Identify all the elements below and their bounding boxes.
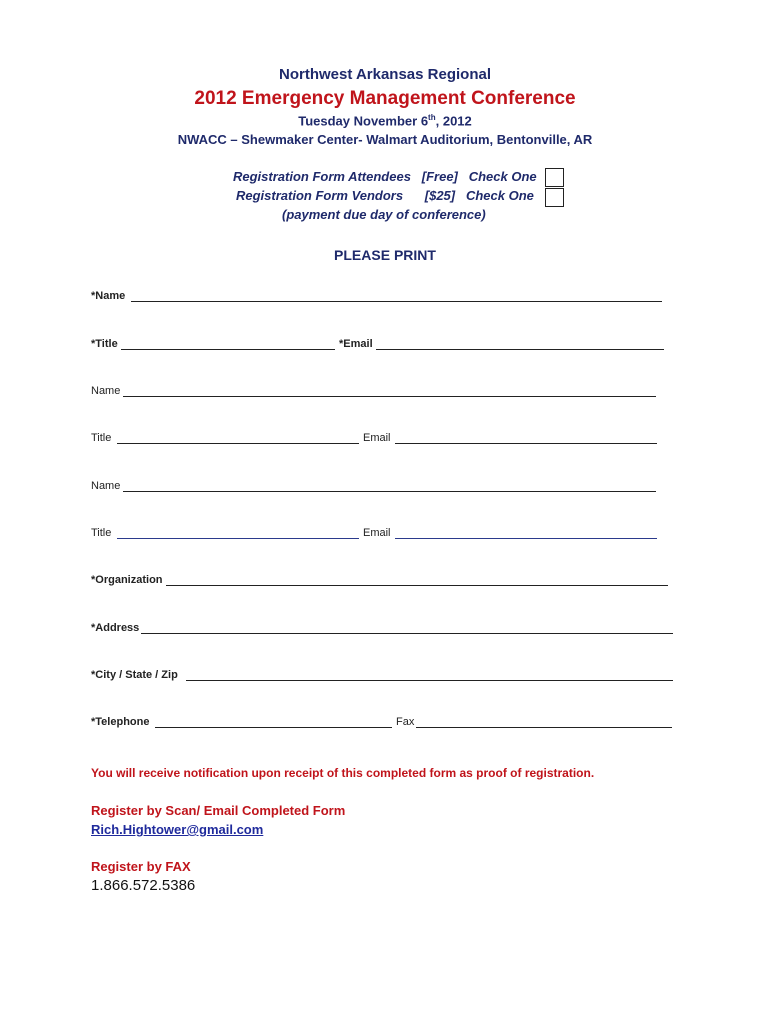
- register-email-link[interactable]: Rich.Hightower@gmail.com: [91, 822, 264, 837]
- email3-label: Email: [363, 527, 391, 539]
- city-state-zip-field-line[interactable]: [186, 680, 673, 681]
- name-label-required: *Name: [91, 290, 126, 302]
- name2-label: Name: [91, 385, 121, 397]
- email2-field-line[interactable]: [395, 443, 657, 444]
- telephone-label: *Telephone: [91, 716, 150, 728]
- register-by-fax-heading: Register by FAX: [91, 859, 191, 874]
- please-print-heading: PLEASE PRINT: [334, 247, 436, 263]
- email2-label: Email: [363, 432, 391, 444]
- fax-label: Fax: [396, 716, 415, 728]
- name-field-line[interactable]: [131, 301, 662, 302]
- title3-label: Title: [91, 527, 112, 539]
- title2-field-line[interactable]: [117, 443, 359, 444]
- fax-number: 1.866.572.5386: [91, 877, 196, 894]
- vendors-option-label: Registration Form Vendors [$25] Check One: [236, 188, 534, 203]
- attendees-option-label: Registration Form Attendees [Free] Check One: [233, 169, 537, 184]
- vendors-checkbox[interactable]: [545, 188, 564, 207]
- date-prefix: Tuesday November 6: [298, 113, 429, 129]
- registration-notice: You will receive notification upon receipt of this completed form as proof of registration.: [91, 766, 595, 780]
- event-venue: NWACC – Shewmaker Center- Walmart Auditorium, Bentonville, AR: [177, 132, 593, 147]
- name2-field-line[interactable]: [123, 396, 656, 397]
- name3-field-line[interactable]: [123, 491, 656, 492]
- name3-label: Name: [91, 480, 121, 492]
- organization-field-line[interactable]: [166, 585, 668, 586]
- title3-field-line[interactable]: [117, 538, 359, 539]
- fax-field-line[interactable]: [416, 727, 672, 728]
- address-field-line[interactable]: [141, 633, 673, 634]
- title2-label: Title: [91, 432, 112, 444]
- address-label: *Address: [91, 622, 140, 634]
- conference-title: 2012 Emergency Management Conference: [194, 88, 576, 109]
- payment-note: (payment due day of conference): [282, 207, 486, 222]
- email-label-required: *Email: [339, 338, 373, 350]
- title-label-required: *Title: [91, 338, 118, 350]
- attendees-checkbox[interactable]: [545, 168, 564, 187]
- title-field-line[interactable]: [121, 349, 335, 350]
- date-suffix-sup: th: [428, 113, 436, 122]
- telephone-field-line[interactable]: [155, 727, 392, 728]
- email3-field-line[interactable]: [395, 538, 657, 539]
- date-year: , 2012: [435, 113, 472, 129]
- city-state-zip-label: *City / State / Zip: [91, 669, 178, 681]
- organization-label: *Organization: [91, 574, 163, 586]
- event-date: [0, 113, 770, 128]
- email-field-line[interactable]: [376, 349, 664, 350]
- event-region-title: Northwest Arkansas Regional: [279, 66, 491, 83]
- register-by-email-heading: Register by Scan/ Email Completed Form: [91, 803, 346, 818]
